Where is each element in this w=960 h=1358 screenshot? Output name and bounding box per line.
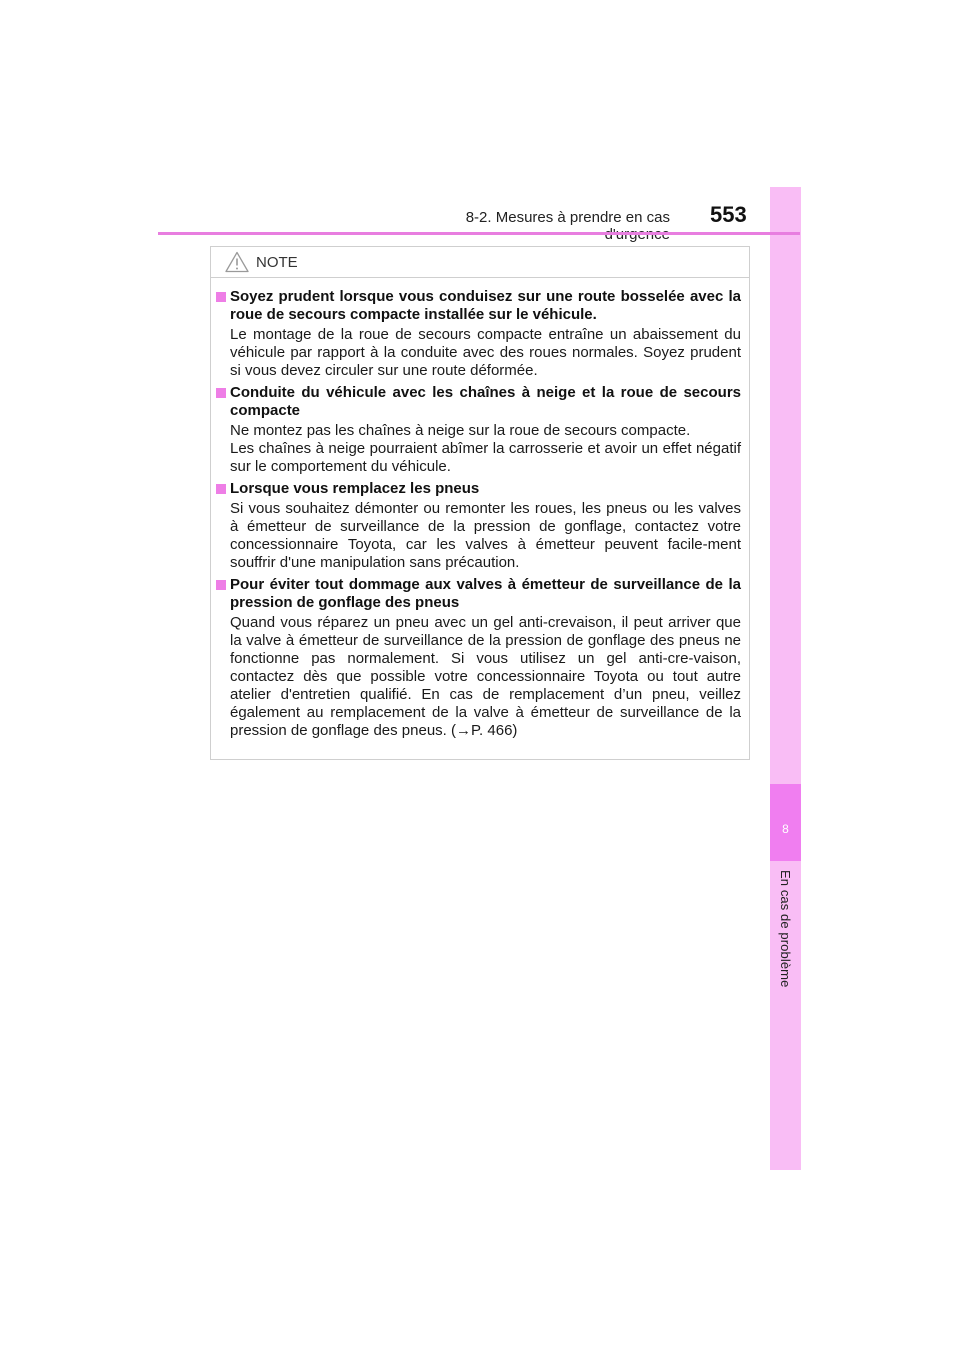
section-title: 8-2. Mesures à prendre en cas [465, 209, 670, 226]
note-box [210, 246, 750, 760]
note-body [211, 278, 749, 740]
note-item-text [216, 500, 741, 572]
note-title: NOTE [256, 254, 298, 271]
note-item [216, 480, 741, 572]
header-rule [158, 232, 800, 235]
note-item-heading: Pour éviter tout dommage aux valves à émetteur de surveillance de la pression de gonflage des pneus [216, 576, 741, 612]
note-item-line: Le montage de la roue de secours compacte entraîne un abaissement du véhicule par rapport à la conduite avec des roues normales. Soyez prudent si vous devez circuler sur une route déformée. [230, 326, 741, 379]
note-header [211, 247, 749, 278]
page-number: 553 [710, 202, 747, 227]
note-item-text [216, 422, 741, 476]
note-item-heading: Soyez prudent lorsque vous conduisez sur une route bosselée avec la roue de secours compacte installée sur le véhicule. [216, 288, 741, 324]
note-item [216, 576, 741, 740]
note-item-line: Si vous souhaitez démonter ou remonter les roues, les pneus ou les valves à émetteur de surveillance de la pression de gonflage, contactez votre concessionnaire Toyota, car les valves à émetteur peuvent facile-ment souffrir d'une manipulation sans précaution. [230, 500, 741, 571]
note-item [216, 384, 741, 476]
warning-triangle-icon [225, 251, 249, 273]
note-item-line: Les chaînes à neige pourraient abîmer la carrosserie et avoir un effet négatif sur le comportement du véhicule. [230, 440, 741, 475]
note-item-text [216, 326, 741, 380]
note-item-line: Ne montez pas les chaînes à neige sur la roue de secours compacte. [230, 422, 691, 439]
note-item-line: Quand vous réparez un pneu avec un gel anti-crevaison, il peut arriver que la valve à émetteur de surveillance de la pression de gonflage des pneus ne fonctionne pas normalement. Si vous utilisez un gel anti-cre-vaison, contactez dès que possible votre concessionnaire Toyota ou tout autre atelier d'entretien qualifié. En cas de remplacement d’un pneu, veillez également au remplacement de la valve à émetteur de surveillance de la pression de gonflage des pneus. (→P. 466) [230, 614, 741, 739]
note-item-text [216, 614, 741, 740]
note-item-heading: Lorsque vous remplacez les pneus [216, 480, 741, 498]
note-item-heading: Conduite du véhicule avec les chaînes à neige et la roue de secours compacte [216, 384, 741, 420]
chapter-number: 8 [782, 822, 789, 836]
side-tab [770, 187, 801, 1170]
chapter-label: En cas de problème [778, 870, 793, 988]
note-item [216, 288, 741, 380]
